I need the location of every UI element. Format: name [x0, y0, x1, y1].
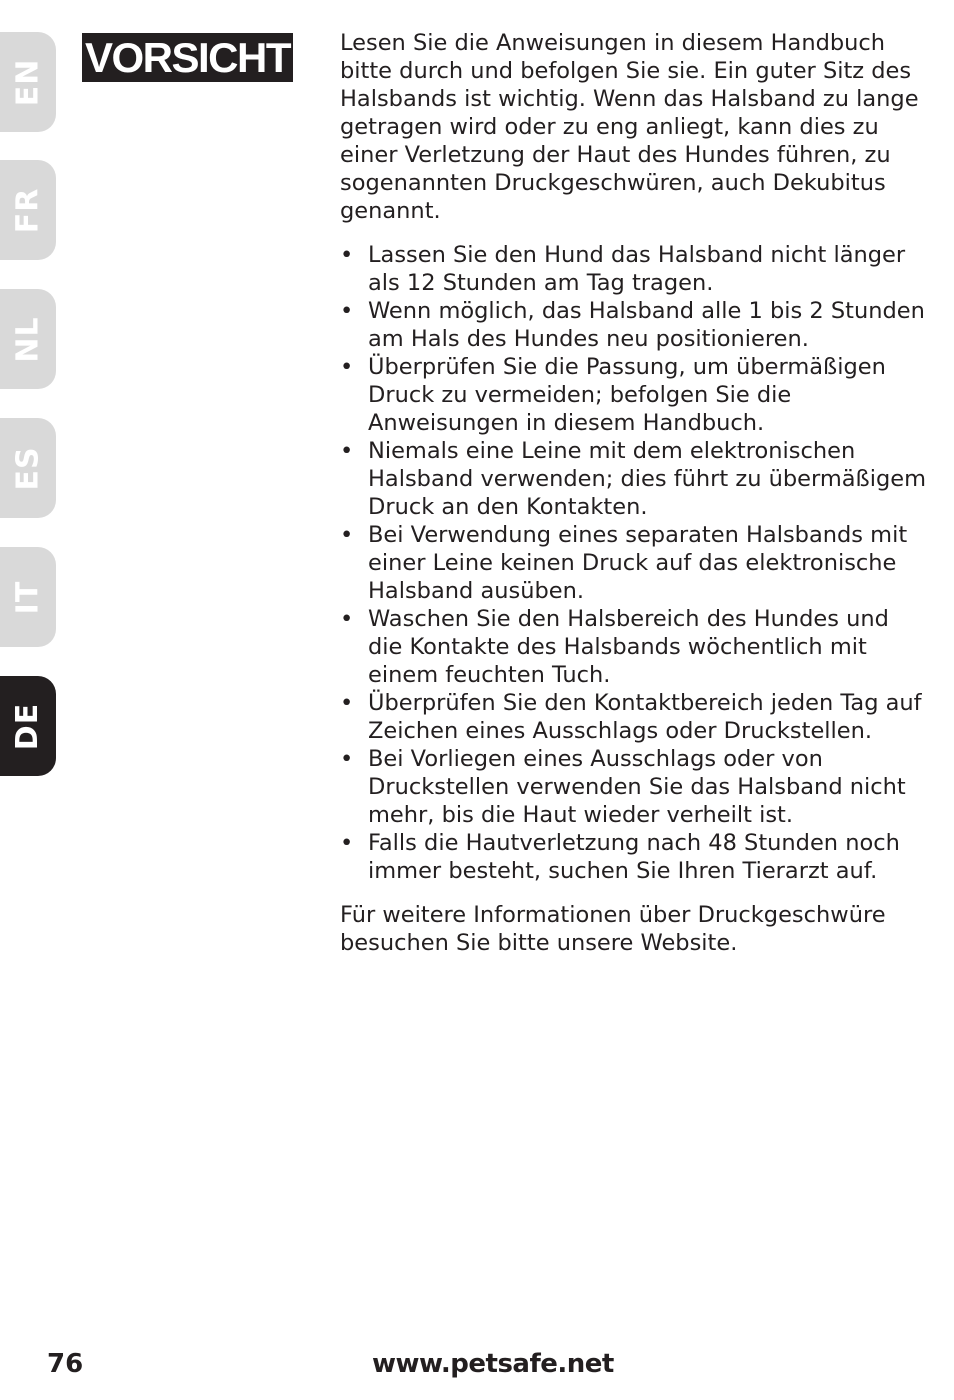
warning-heading: VORSICHT: [82, 33, 293, 82]
list-item: [340, 241, 930, 297]
language-tab-label: ES: [10, 445, 46, 491]
list-item: [340, 297, 930, 353]
bullet-icon: •: [340, 438, 354, 464]
bullet-icon: •: [340, 242, 354, 268]
bullet-icon: •: [340, 298, 354, 324]
language-tab-label: EN: [10, 58, 46, 106]
language-tab-es[interactable]: [0, 418, 56, 518]
language-tab-label: FR: [10, 187, 46, 233]
list-item-text: Waschen Sie den Halsbereich des Hundes und die Kontakte des Halsbands wöchentlich mit einem feuchten Tuch.: [368, 606, 889, 688]
list-item: [340, 745, 930, 829]
list-item: [340, 437, 930, 521]
list-item-text: Lassen Sie den Hund das Halsband nicht länger als 12 Stunden am Tag tragen.: [368, 242, 906, 296]
language-tab-label: DE: [10, 702, 46, 750]
language-tab-label: IT: [10, 580, 46, 614]
bullet-icon: •: [340, 606, 354, 632]
page-number: 76: [47, 1349, 84, 1379]
language-tab-it[interactable]: [0, 547, 56, 647]
bullet-icon: •: [340, 746, 354, 772]
list-item-text: Wenn möglich, das Halsband alle 1 bis 2 Stunden am Hals des Hundes neu positionieren.: [368, 298, 925, 352]
bullet-icon: •: [340, 830, 354, 856]
closing-paragraph: Für weitere Informationen über Druckgeschwüre besuchen Sie bitte unsere Website.: [340, 902, 886, 956]
bullet-icon: •: [340, 522, 354, 548]
language-tab-nl[interactable]: [0, 289, 56, 389]
list-item: [340, 353, 930, 437]
list-item-text: Überprüfen Sie den Kontaktbereich jeden Tag auf Zeichen eines Ausschlags oder Druckstellen.: [368, 690, 922, 744]
language-tab-label: NL: [10, 315, 46, 363]
list-item-text: Falls die Hautverletzung nach 48 Stunden noch immer besteht, suchen Sie Ihren Tierarzt auf.: [368, 830, 900, 884]
precaution-list: [340, 241, 930, 885]
list-item-text: Überprüfen Sie die Passung, um übermäßigen Druck zu vermeiden; befolgen Sie die Anweisungen in diesem Handbuch.: [368, 354, 886, 436]
language-tab-en[interactable]: [0, 32, 56, 132]
list-item-text: Niemals eine Leine mit dem elektronischen Halsband verwenden; dies führt zu übermäßigem Druck an den Kontakten.: [368, 438, 927, 520]
language-tab-fr[interactable]: [0, 160, 56, 260]
bullet-icon: •: [340, 690, 354, 716]
list-item-text: Bei Vorliegen eines Ausschlags oder von Druckstellen verwenden Sie das Halsband nicht mehr, bis die Haut wieder verheilt ist.: [368, 746, 906, 828]
language-tabs: [0, 0, 60, 800]
list-item: [340, 605, 930, 689]
list-item: [340, 829, 930, 885]
intro-paragraph: Lesen Sie die Anweisungen in diesem Handbuch bitte durch und befolgen Sie sie. Ein guter Sitz des Halsbands ist wichtig. Wenn das Halsband zu lange getragen wird oder zu eng anliegt, kann dies zu einer Verletzung der Haut des Hundes führen, zu sogenannten Druckgeschwüren, auch Dekubitus genannt.: [340, 30, 919, 224]
language-tab-de[interactable]: [0, 676, 56, 776]
main-content: [340, 29, 930, 957]
list-item: [340, 689, 930, 745]
website-url[interactable]: www.petsafe.net: [372, 1349, 614, 1379]
list-item-text: Bei Verwendung eines separaten Halsbands mit einer Leine keinen Druck auf das elektronische Halsband ausüben.: [368, 522, 908, 604]
list-item: [340, 521, 930, 605]
bullet-icon: •: [340, 354, 354, 380]
